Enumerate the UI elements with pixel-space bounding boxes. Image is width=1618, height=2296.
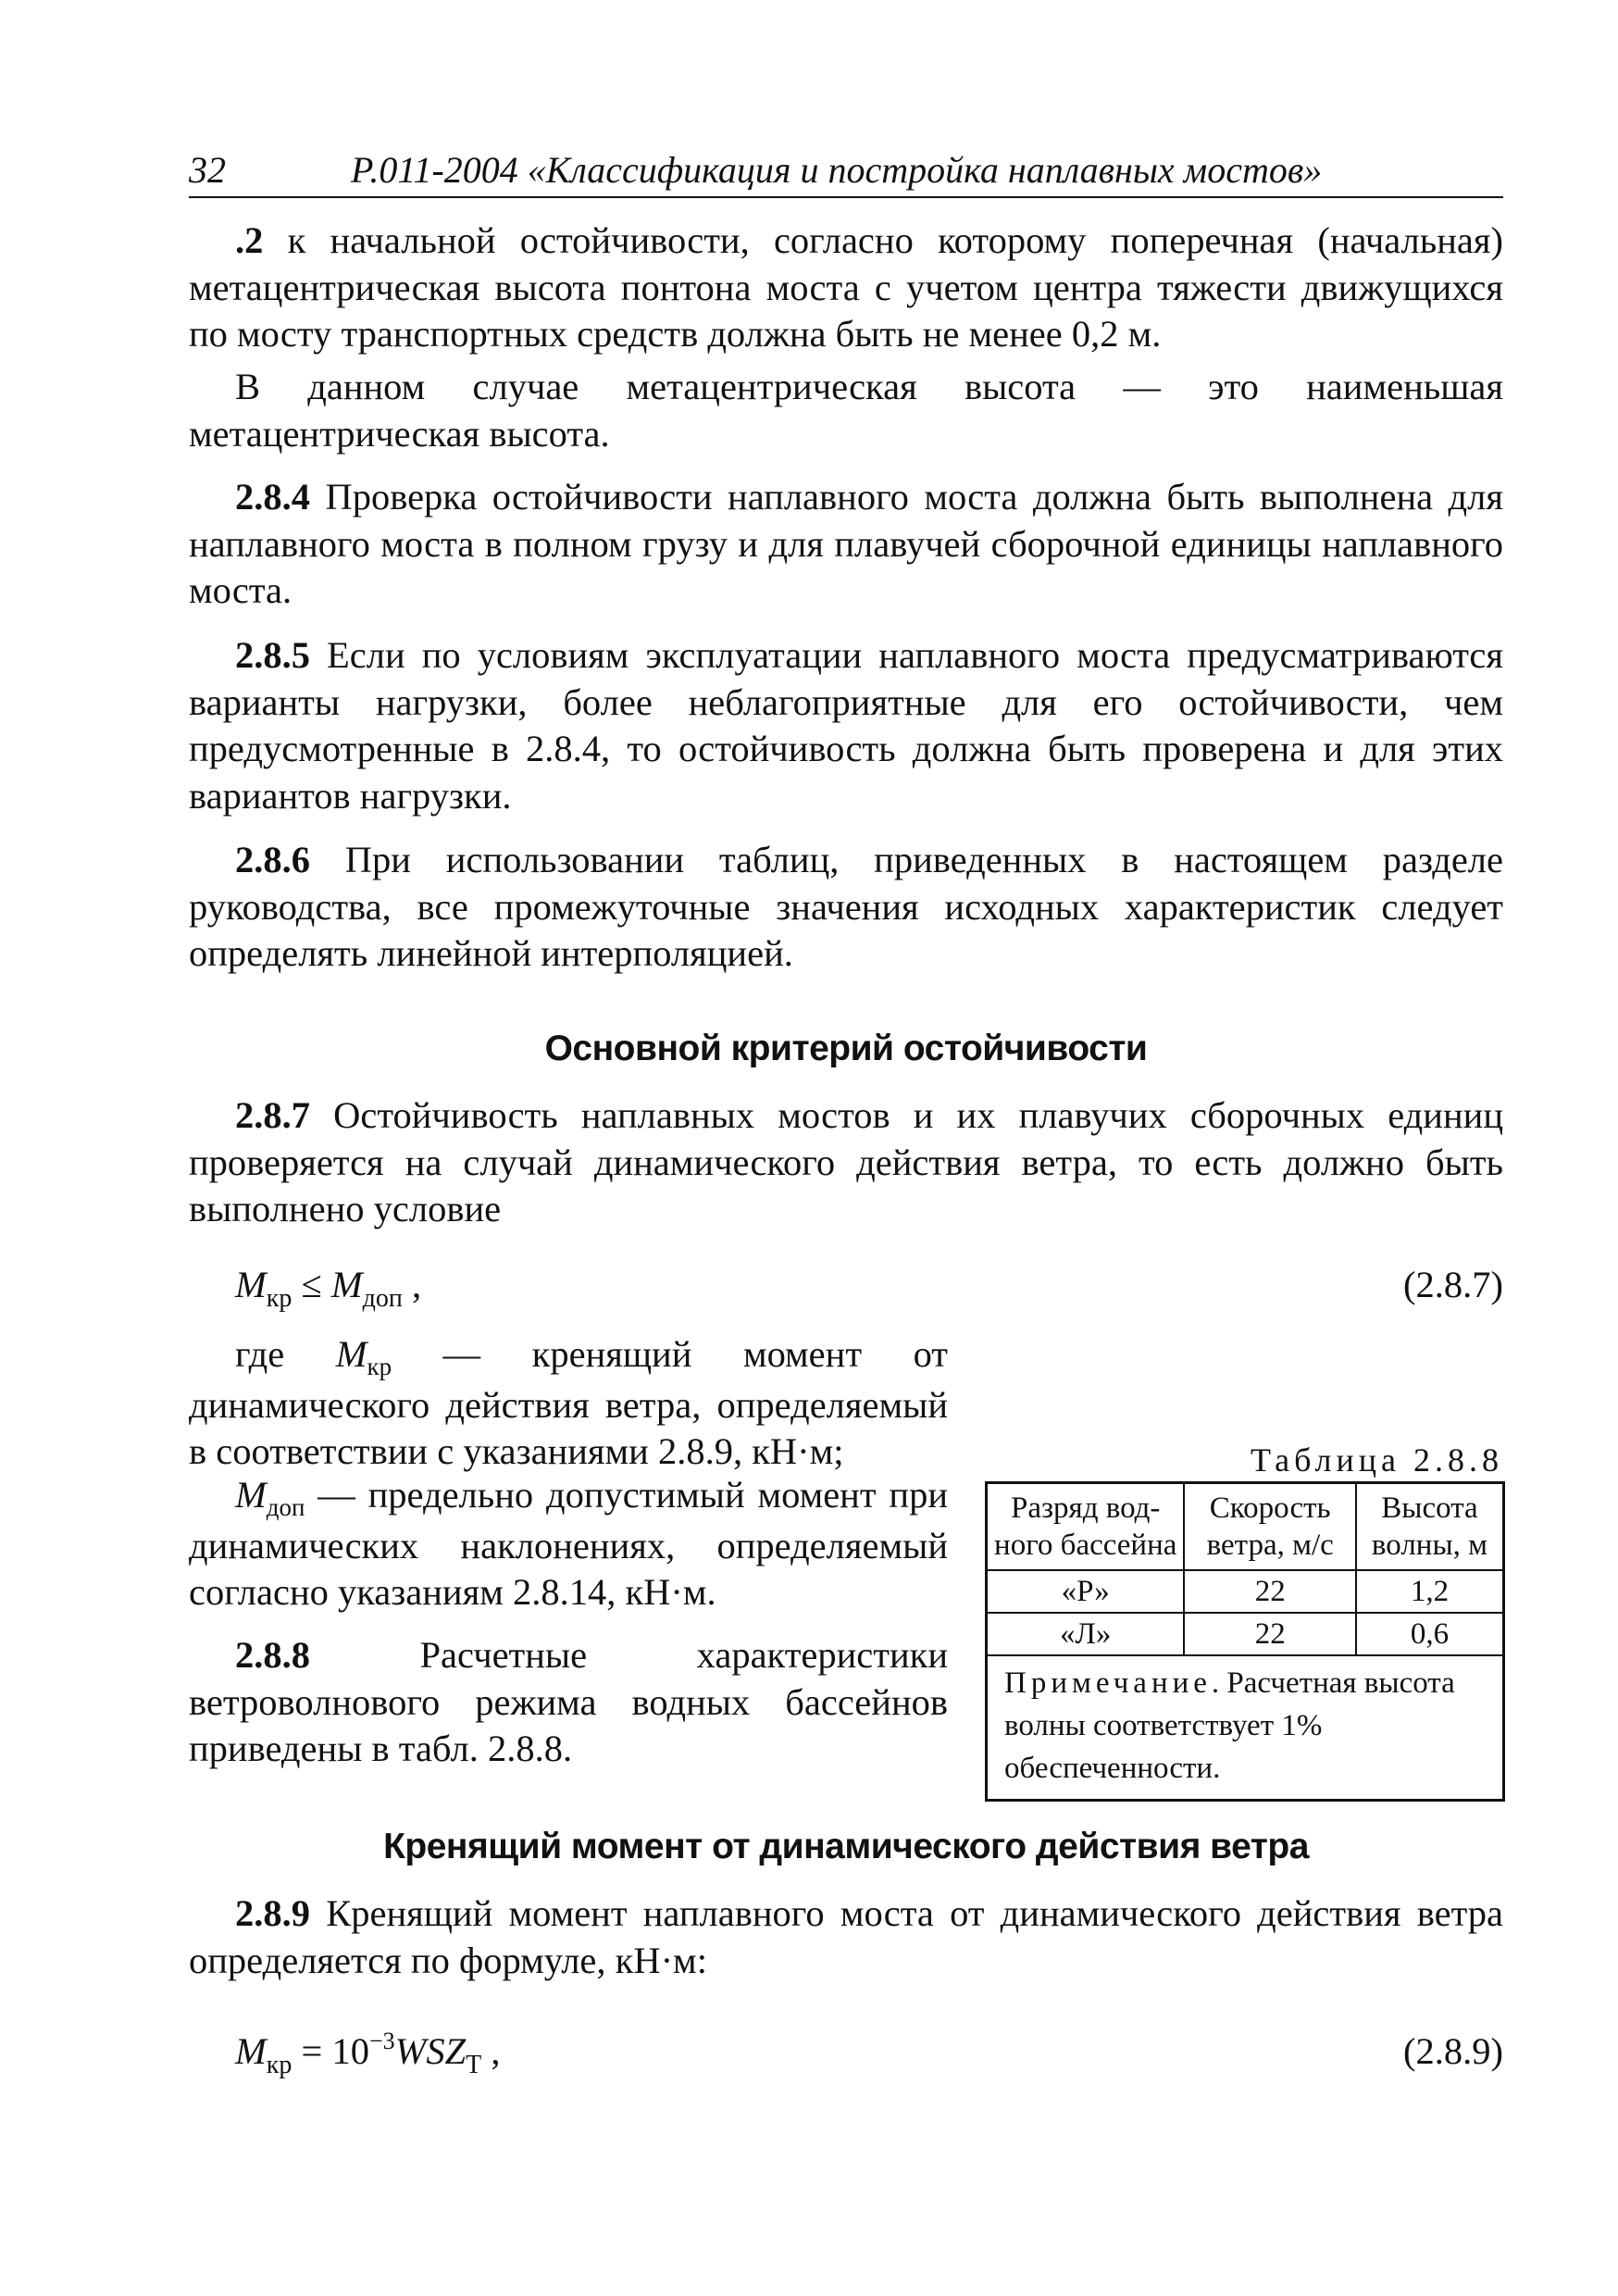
paragraph-text: Проверка остойчивости наплавного моста должна быть выполнена для наплавного моста в полном грузу и для плавучей сборочной единицы наплавного моста. bbox=[189, 476, 1503, 611]
paragraph-2-8-8: 2.8.8 Расчетные характеристики ветроволнового режима водных бассейнов приведены в табл. 2.8.8. bbox=[189, 1634, 948, 1769]
definition-mdop: $M_{доп}$ — предельно допустимый момент при динамических наклонениях, определяемый согласно указаниям 2.8.14, кН·м. bbox=[189, 1474, 948, 1613]
table-caption: Таблица 2.8.8 bbox=[1251, 1441, 1503, 1479]
page-number: 32 bbox=[189, 149, 226, 191]
table-row bbox=[987, 1570, 1504, 1613]
section-heading-stability-criterion: Основной критерий остойчивости bbox=[544, 1029, 1148, 1068]
clause-number: 2.8.7 bbox=[235, 1094, 310, 1136]
formula-expression: $M_{кр} = 10^{-3}WSZ_T$ , bbox=[235, 2028, 501, 2079]
paragraph-note bbox=[189, 364, 1503, 457]
clause-number: .2 bbox=[235, 219, 264, 261]
paragraph-2-8-6 bbox=[189, 837, 1503, 978]
paragraph-2-8-5 bbox=[189, 632, 1503, 819]
paragraph-2-8-7 bbox=[189, 1092, 1503, 1233]
clause-number: 2.8.5 bbox=[235, 634, 310, 676]
paragraph-2 bbox=[189, 218, 1503, 358]
clause-number: 2.8.6 bbox=[235, 839, 310, 880]
table-cell: 22 bbox=[1184, 1613, 1356, 1655]
wind-wave-table bbox=[985, 1481, 1505, 1802]
equation-number: (2.8.9) bbox=[1403, 2030, 1503, 2072]
table-header-row bbox=[987, 1483, 1504, 1571]
paragraph-text: к начальной остойчивости, согласно которому поперечная (начальная) метацентрическая высота понтона моста с учетом центра тяжести движущихся по мосту транспортных средств должна быть не менее 0,2 м. bbox=[189, 219, 1503, 355]
paragraph-text: Кренящий момент наплавного моста от динамического действия ветра определяется по формуле, кН·м: bbox=[189, 1892, 1503, 1981]
clause-number: 2.8.8 bbox=[235, 1634, 310, 1676]
section-heading-heeling-moment: Кренящий момент от динамического действия ветра bbox=[383, 1827, 1309, 1866]
equation-number: (2.8.7) bbox=[1403, 1264, 1503, 1305]
table-note: Примечание. Расчетная высота волны соответствует 1% обеспеченности. bbox=[987, 1655, 1504, 1801]
clause-number: 2.8.9 bbox=[235, 1892, 310, 1934]
paragraph-text: Если по условиям эксплуатации наплавного моста предусматриваются варианты нагрузки, более неблагоприятные для его остойчивости, чем предусмотренные в 2.8.4, то остойчивость должна быть проверена и для этих вариантов нагрузки. bbox=[189, 634, 1503, 817]
paragraph-2-8-4 bbox=[189, 474, 1503, 615]
clause-number: 2.8.4 bbox=[235, 476, 310, 518]
table-cell: «Р» bbox=[987, 1570, 1185, 1613]
definition-mkr: где $M_{кр}$ — кренящий момент от динамического действия ветра, определяемый в соответствии с указаниями 2.8.9, кН·м; bbox=[189, 1333, 948, 1472]
header-cell: Высота волны, м bbox=[1356, 1483, 1504, 1571]
table-cell: 1,2 bbox=[1356, 1570, 1504, 1613]
header-title: Р.011-2004 «Классификация и постройка наплавных мостов» bbox=[351, 149, 1323, 191]
table-cell: 22 bbox=[1184, 1570, 1356, 1613]
header-cell: Скорость ветра, м/с bbox=[1184, 1483, 1356, 1571]
paragraph-text: В данном случае метацентрическая высота — это наименьшая метацентрическая высота. bbox=[189, 366, 1503, 455]
running-header bbox=[189, 144, 1503, 198]
table-note-row bbox=[987, 1655, 1504, 1801]
paragraph-text: При использовании таблиц, приведенных в настоящем разделе руководства, все промежуточные значения исходных характеристик следует определять линейной интерполяцией. bbox=[189, 839, 1503, 974]
table-cell: 0,6 bbox=[1356, 1613, 1504, 1655]
table-cell: «Л» bbox=[987, 1613, 1185, 1655]
paragraph-text: Остойчивость наплавных мостов и их плавучих сборочных единиц проверяется на случай динамического действия ветра, то есть должно быть выполнено условие bbox=[189, 1094, 1503, 1229]
formula-expression: $M_{кр} \le M_{доп}$ , bbox=[235, 1264, 422, 1313]
paragraph-2-8-9 bbox=[189, 1890, 1503, 1984]
table-row bbox=[987, 1613, 1504, 1655]
header-cell: Разряд вод- ного бассейна bbox=[987, 1483, 1185, 1571]
